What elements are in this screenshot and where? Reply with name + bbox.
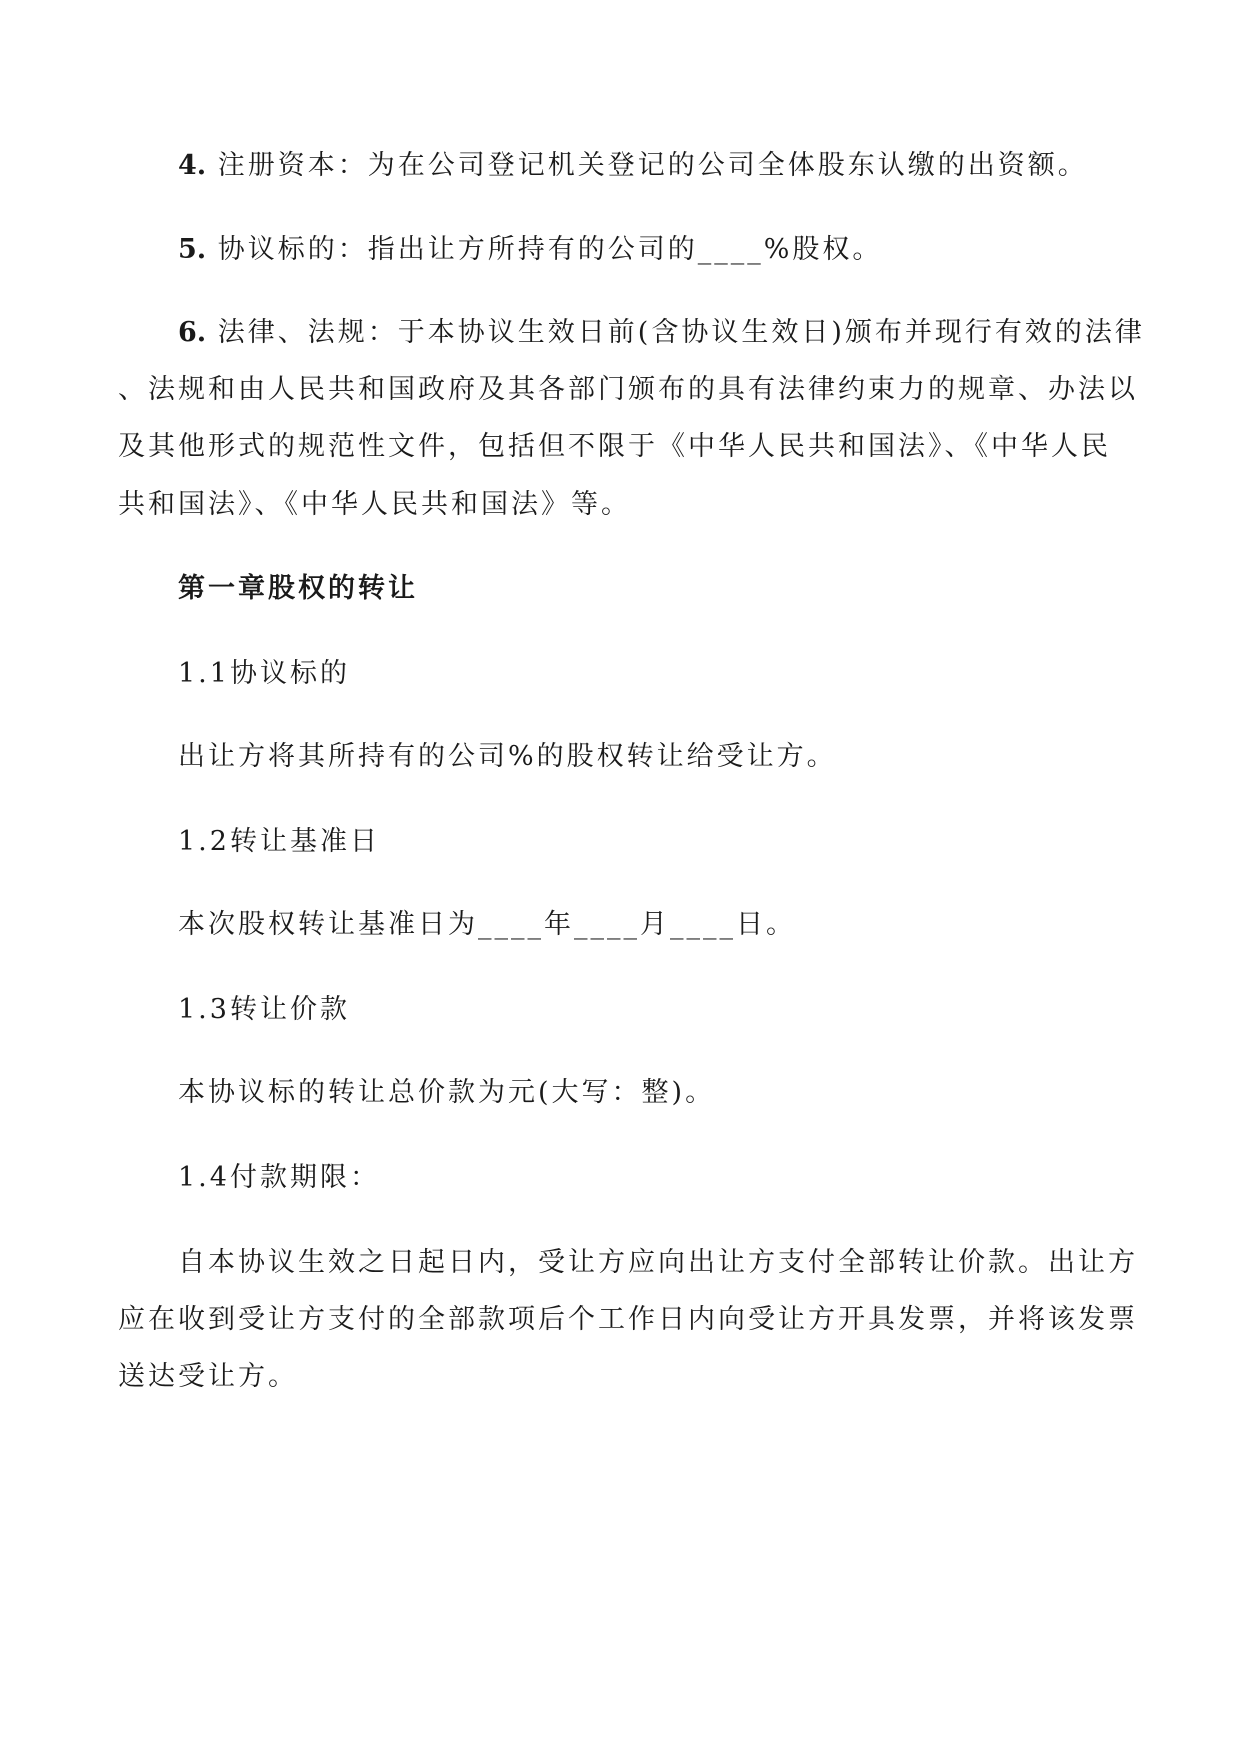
definition-6-line-3: 及其他形式的规范性文件，包括但不限于《中华人民共和国法》、《中华人民 [118, 431, 1111, 462]
section-heading-1-3: 1.3转让价款 [178, 994, 350, 1025]
section-heading-1-4: 1.4付款期限： [178, 1162, 380, 1193]
section-heading-1-1: 1.1协议标的 [178, 658, 350, 689]
section-body-1-1: 出让方将其所持有的公司%的股权转让给受让方。 [178, 741, 837, 772]
definition-6-line-4: 共和国法》、《中华人民共和国法》等。 [118, 489, 631, 520]
definition-6-line-2: 、法规和由人民共和国政府及其各部门颁布的具有法律约束力的规章、办法以 [118, 374, 1138, 405]
definition-text: 法律、法规：于本协议生效日前(含协议生效日)颁布并现行有效的法律 [217, 317, 1145, 348]
definition-number: 5. [178, 234, 207, 265]
definition-number: 6. [178, 317, 207, 348]
definition-6-line-1 [178, 317, 1145, 348]
chapter-title: 第一章股权的转让 [178, 573, 418, 604]
section-heading-1-2: 1.2转让基准日 [178, 826, 380, 857]
definition-text: 注册资本：为在公司登记机关登记的公司全体股东认缴的出资额。 [217, 150, 1088, 181]
definition-5 [178, 236, 1128, 263]
definition-number: 4. [178, 150, 207, 181]
definition-text: 协议标的：指出让方所持有的公司的____%股权。 [217, 234, 883, 265]
definition-4 [178, 152, 1128, 179]
section-body-1-4-line-2: 应在收到受让方支付的全部款项后个工作日内向受让方开具发票，并将该发票 [118, 1304, 1138, 1335]
section-body-1-4-line-3: 送达受让方。 [118, 1361, 298, 1392]
section-body-1-2: 本次股权转让基准日为____年____月____日。 [178, 909, 796, 940]
section-body-1-3: 本协议标的转让总价款为元(大写：整)。 [178, 1077, 716, 1108]
section-body-1-4-line-1: 自本协议生效之日起日内，受让方应向出让方支付全部转让价款。出让方 [178, 1247, 1138, 1278]
